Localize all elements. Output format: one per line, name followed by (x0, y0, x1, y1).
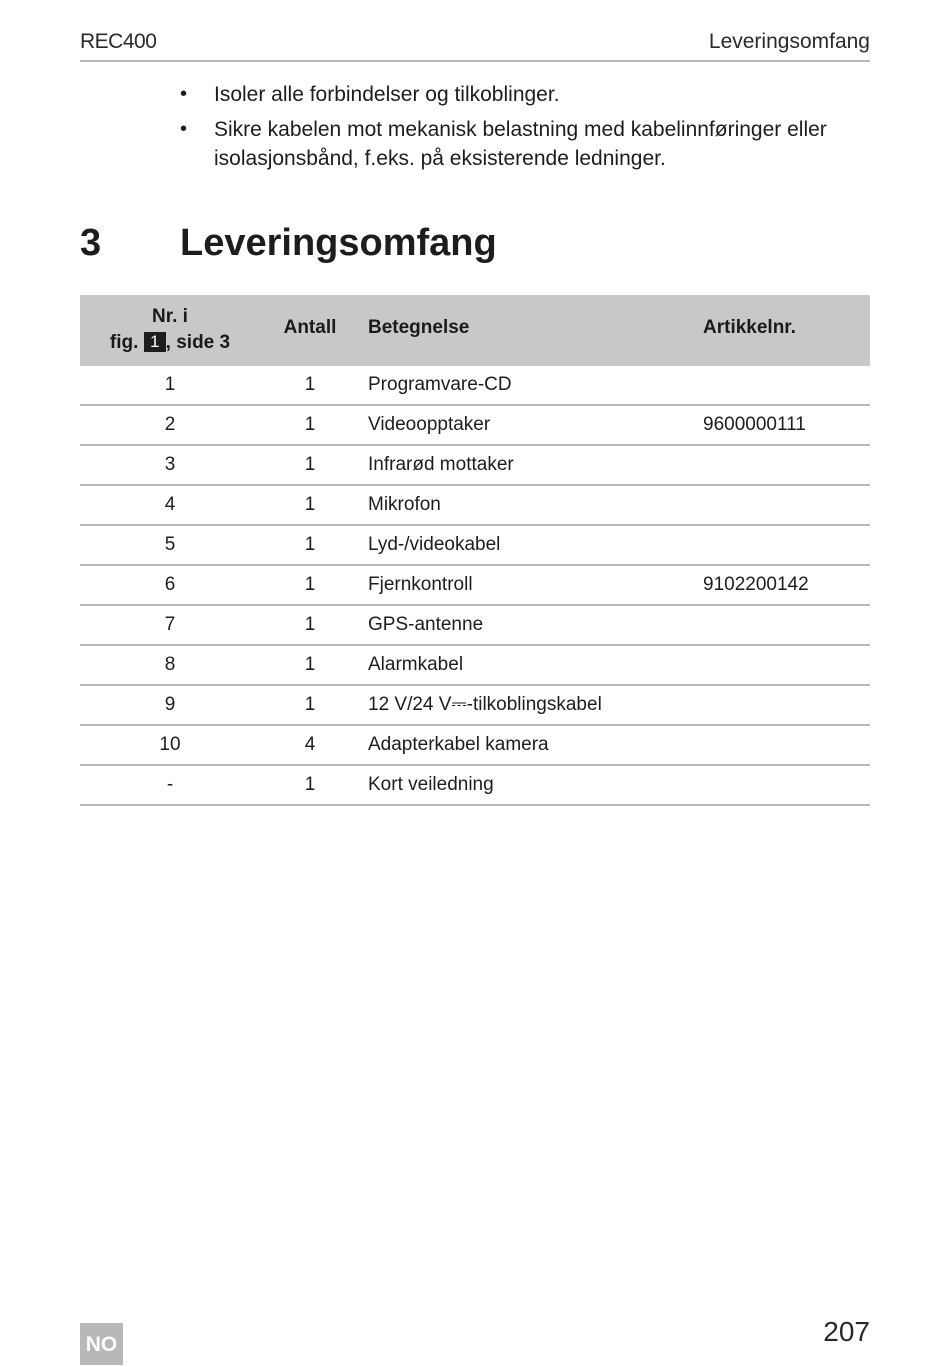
cell-betegnelse: GPS-antenne (368, 614, 484, 635)
header-nr (80, 304, 260, 356)
cell-antall: 1 (304, 454, 316, 475)
cell-antall: 1 (304, 494, 316, 515)
cell-betegnelse: Alarmkabel (368, 654, 464, 675)
language-badge: NO (80, 1323, 123, 1365)
header-nr-suffix: , side 3 (165, 332, 231, 353)
delivery-table (80, 295, 870, 806)
cell-antall: 1 (304, 614, 316, 635)
cell-antall: 1 (304, 654, 316, 675)
cell-artikkelnr: 9600000111 (703, 414, 806, 435)
cell-nr: 3 (164, 454, 176, 475)
bullet-icon: • (180, 118, 188, 140)
page-number: 207 (823, 1316, 870, 1347)
table-row (80, 646, 870, 686)
table-row (80, 526, 870, 566)
cell-betegnelse: Kort veiledning (368, 774, 494, 795)
cell-nr: - (166, 774, 174, 795)
cell-betegnelse: Adapterkabel kamera (368, 734, 549, 755)
running-section-title: Leveringsomfang (708, 30, 870, 53)
list-item-text: Sikre kabelen mot mekanisk belastning med kabelinnføringer eller isolasjonsbånd, f.eks. på eksisterende ledninger. (214, 118, 827, 170)
cell-nr: 8 (164, 654, 176, 675)
header-nr-prefix: fig. (109, 332, 139, 353)
table-row (80, 446, 870, 486)
cell-nr: 2 (164, 414, 176, 435)
cell-betegnelse: Lyd-/videokabel (368, 534, 501, 555)
table-row (80, 366, 870, 406)
bullet-list (180, 80, 860, 179)
table-row (80, 406, 870, 446)
bullet-icon: • (180, 83, 188, 105)
cell-betegnelse: Videoopptaker (368, 414, 491, 435)
section-title: Leveringsomfang (180, 222, 497, 264)
cell-betegnelse: Programvare-CD (368, 374, 512, 395)
list-item-text: Isoler alle forbindelser og tilkoblinger. (214, 83, 560, 106)
table-row (80, 486, 870, 526)
cell-antall: 1 (304, 534, 316, 555)
cell-betegnelse: Infrarød mottaker (368, 454, 514, 475)
cell-betegnelse: Fjernkontroll (368, 574, 473, 595)
list-item (180, 115, 860, 173)
cell-nr: 1 (164, 374, 176, 395)
figure-number-badge: 1 (144, 332, 166, 352)
header-betegnelse: Betegnelse (368, 317, 470, 338)
document-model: REC400 (80, 30, 157, 53)
header-antall: Antall (283, 317, 337, 338)
cell-antall: 1 (304, 574, 316, 595)
cell-antall: 4 (304, 734, 316, 755)
list-item (180, 80, 860, 109)
table-row (80, 766, 870, 806)
page-header (80, 30, 870, 62)
cell-betegnelse: 12 V/24 V⎓-tilkoblingskabel (368, 694, 602, 715)
header-nr-line2 (80, 330, 260, 356)
cell-nr: 9 (164, 694, 176, 715)
cell-antall: 1 (304, 414, 316, 435)
cell-antall: 1 (304, 774, 316, 795)
cell-nr: 7 (164, 614, 176, 635)
cell-antall: 1 (304, 694, 316, 715)
cell-nr: 10 (159, 734, 181, 755)
cell-nr: 6 (164, 574, 176, 595)
section-number: 3 (80, 222, 102, 264)
table-header (80, 295, 870, 366)
cell-antall: 1 (304, 374, 316, 395)
table-row (80, 686, 870, 726)
table-row (80, 726, 870, 766)
table-row (80, 606, 870, 646)
header-nr-line1: Nr. i (152, 306, 188, 327)
table-row (80, 566, 870, 606)
cell-nr: 5 (164, 534, 176, 555)
cell-artikkelnr: 9102200142 (703, 574, 809, 595)
header-artikkelnr: Artikkelnr. (703, 317, 796, 338)
cell-nr: 4 (164, 494, 176, 515)
cell-betegnelse: Mikrofon (368, 494, 441, 515)
